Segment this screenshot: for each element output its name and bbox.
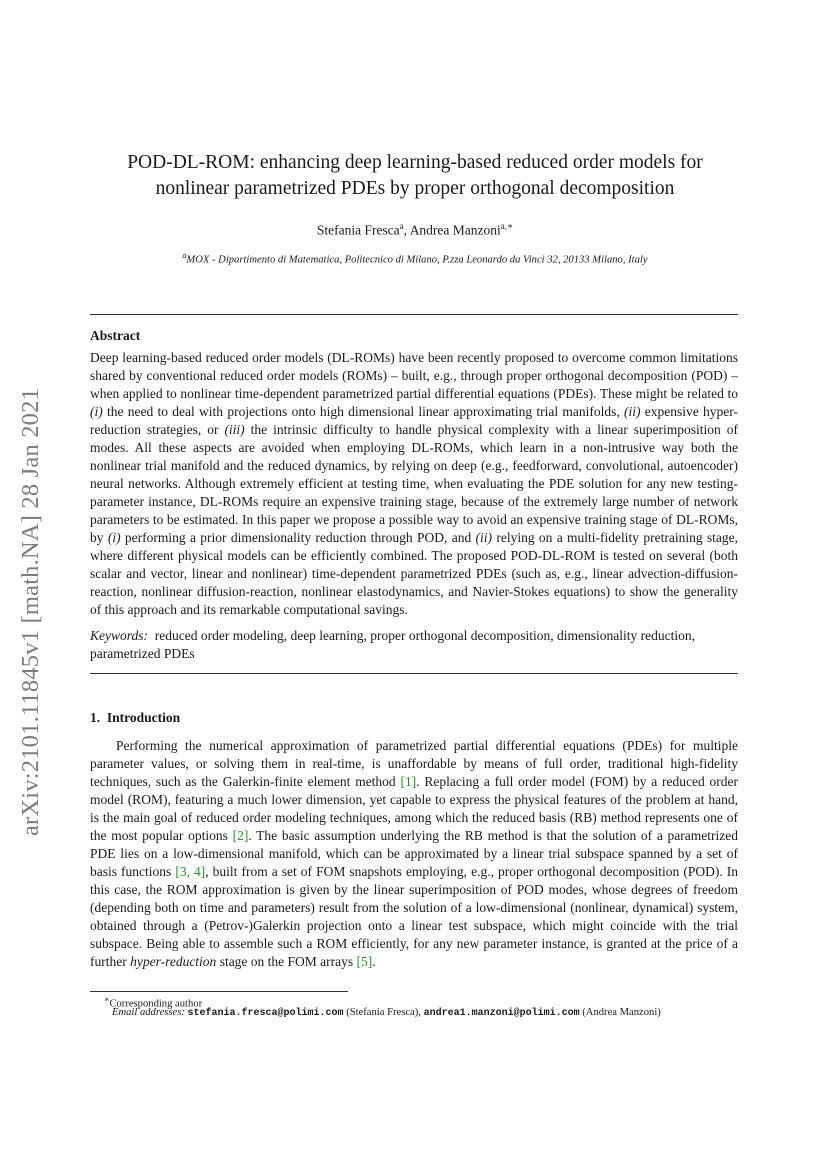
email-link-2[interactable]: andrea1.manzoni@polimi.com <box>423 1008 580 1019</box>
intro-emphasis: hyper-reduction <box>130 954 217 969</box>
author-1: Stefania Fresca <box>316 222 400 238</box>
author-2: Andrea Manzoni <box>409 222 501 238</box>
introduction-paragraph <box>90 737 738 971</box>
email-label: Email addresses: <box>112 1007 185 1018</box>
abstract-body <box>90 349 738 619</box>
email-link-1[interactable]: stefania.fresca@polimi.com <box>187 1008 344 1019</box>
affiliation-mark: a <box>182 251 187 260</box>
authors <box>90 221 740 239</box>
title-line-2: nonlinear parametrized PDEs by proper orthogonal decomposition <box>155 178 675 199</box>
keywords-text: reduced order modeling, deep learning, proper orthogonal decomposition, dimensionality reduction, parametrized PDEs <box>90 628 695 661</box>
abstract-enum: (iii) <box>224 422 245 437</box>
abstract-text: relying on a multi-fidelity pretraining stage, where different physical models can be efficiently combined. The proposed POD-DL-ROM is tested on several (both scalar and vector, linear and nonlinear) time-dependent parametrized PDEs (such as, e.g., linear advection-diffusion-reaction, nonlinear diffusion-reaction, nonlinear elastodynamics, and Navier-Stokes equations) to show the generality of this approach and its remarkable computational savings. <box>90 530 739 617</box>
intro-text: , built from a set of FOM snapshots employing, e.g., proper orthogonal decomposition (POD). In this case, the ROM approximation is given by the linear superimposition of POD modes, whose degrees of freedom (depending both on time and parameters) result from the solution of a low-dimensional (nonlinear, dynamical) system, obtained through a (Petrov-)Galerkin projection onto a linear test subspace, which might coincide with the trial subspace. Being able to assemble such a ROM efficiently, for any new parameter instance, is granted at the price of a further <box>90 864 739 969</box>
keywords-label: Keywords: <box>90 628 148 643</box>
section-heading-introduction: 1. Introduction <box>90 710 181 725</box>
abstract-text: the intrinsic difficulty to handle physical complexity with a linear superimposition of modes. All these aspects are avoided when employing DL-ROMs, which learn in a non-intrusive way both the nonlinear trial manifold and the reduced dynamics, by relying on deep (e.g., feedforward, convolutional, autoencoder) neural networks. Although extremely efficient at testing time, when evaluating the PDE solution for any new testing-parameter instance, DL-ROMs require an expensive training stage, because of the extremely large number of network parameters to be estimated. In this paper we propose a possible way to avoid an expensive training stage of DL-ROMs, by <box>90 422 738 545</box>
intro-text: . <box>372 954 376 969</box>
abstract-top-rule <box>90 314 738 315</box>
arxiv-stamp <box>16 352 46 872</box>
footnote-rule <box>90 991 348 992</box>
footnote-corresponding-text: Corresponding author <box>109 998 203 1010</box>
citation-link[interactable]: [5] <box>356 954 373 969</box>
email-owner-1: (Stefania Fresca), <box>346 1007 421 1018</box>
intro-text: . Replacing a full order model (FOM) by a reduced order model (ROM), featuring a much lower dimension, yet capable to express the physical features of the problem at hand, is the main goal of reduced order modeling techniques, among which the reduced basis (RB) method represents one of the most popular options <box>90 774 738 843</box>
affiliation <box>90 251 740 266</box>
abstract-enum: (i) <box>90 404 103 419</box>
abstract-enum: (ii) <box>475 530 493 545</box>
email-owner-2: (Andrea Manzoni) <box>582 1007 661 1018</box>
footnote-emails <box>112 1006 661 1021</box>
abstract-text: Deep learning-based reduced order models (DL-ROMs) have been recently proposed to overcome common limitations shared by conventional reduced order models (ROMs) – built, e.g., through proper orthogonal decomposition (POD) – when applied to nonlinear time-dependent parametrized partial differential equations (PDEs). These might be related to <box>90 350 738 401</box>
paper-title <box>90 150 740 202</box>
intro-text: Performing the numerical approximation of parametrized partial differential equations (PDEs) for multiple parameter values, or solving them in real-time, is unaffordable by means of full order, traditional high-fidelity techniques, such as the Galerkin-finite element method <box>90 738 738 789</box>
keywords <box>90 627 738 663</box>
abstract-heading: Abstract <box>90 328 141 343</box>
abstract-text: performing a prior dimensionality reduction through POD, and <box>120 530 476 545</box>
abstract-bottom-rule <box>90 673 738 674</box>
citation-link[interactable]: [3, 4] <box>175 864 206 879</box>
abstract-text: expensive hyper-reduction strategies, or <box>90 404 738 437</box>
citation-link[interactable]: [2] <box>232 828 249 843</box>
title-line-1: POD-DL-ROM: enhancing deep learning-based reduced order models for <box>127 152 703 173</box>
intro-text: stage on the FOM arrays <box>216 954 357 969</box>
author-separator: , <box>403 222 410 238</box>
intro-text: . The basic assumption underlying the RB method is that the solution of a parametrized PDE lies on a low-dimensional manifold, which can be approximated by a linear trial subspace spanned by a set of basis functions <box>90 828 739 879</box>
arxiv-stamp-text: arXiv:2101.11845v1 [math.NA] 28 Jan 2021 <box>17 387 44 837</box>
affiliation-text: MOX - Dipartimento di Matematica, Politecnico di Milano, P.zza Leonardo da Vinci 32, 20133 Milano, Italy <box>186 254 648 266</box>
footnote-mark: ∗ <box>104 995 110 1004</box>
author-1-mark: a <box>399 221 404 231</box>
citation-link[interactable]: [1] <box>400 774 417 789</box>
author-2-mark: a,∗ <box>500 221 514 231</box>
abstract-enum: (ii) <box>624 404 641 419</box>
abstract-enum: (i) <box>107 530 121 545</box>
abstract-text: the need to deal with projections onto high dimensional linear approximating trial manifolds, <box>102 404 625 419</box>
